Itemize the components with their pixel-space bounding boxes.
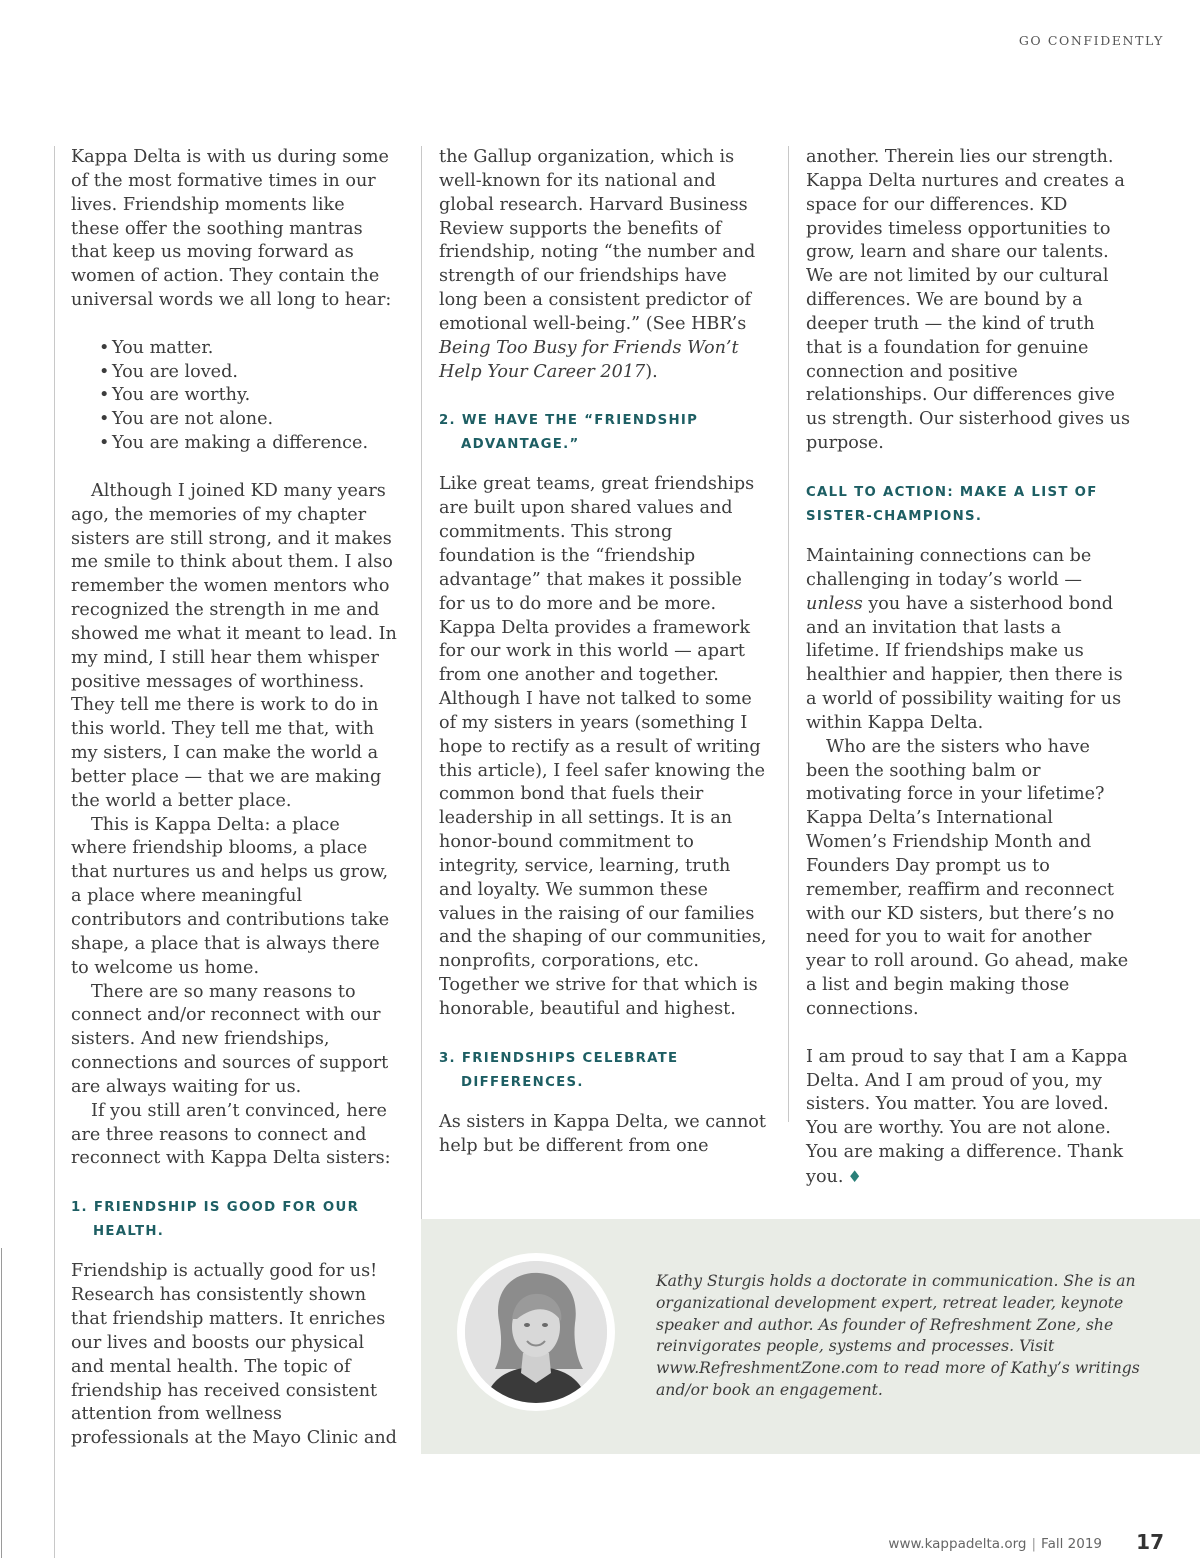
- paragraph: Like great teams, great friendships are built upon shared values and commitments. This strong foundation is the “friendship advantage” that makes it possible for us to do more and be more. Kappa Delta provides a framework for our work in this world — apart from one another and together. Although I have not talked to some of my sisters in years (something I hope to rectify as a result of writing this article), I feel safer knowing the common bond that fuels their leadership in all settings. It is an honor-bound commitment to integrity, service, learning, truth and loyalty. We summon these values in the raising of our families and the shaping of our communities, nonprofits, corporations, etc. Together we strive for that which is honorable, beautiful and highest.: [439, 474, 767, 1019]
- heading-line: 1. FRIENDSHIP IS GOOD FOR OUR: [71, 1200, 360, 1216]
- list-item: • You are worthy.: [99, 384, 397, 408]
- article-column-1: [71, 146, 397, 1451]
- paragraph-text: I am proud to say that I am a Kappa Delta. And I am proud of you, my sisters. You matter. You are loved. You are worthy. You are not alone. You are making a difference. Thank you.: [806, 1046, 1128, 1187]
- page-number: 17: [1136, 1530, 1164, 1554]
- list-item: • You are making a difference.: [99, 432, 397, 456]
- paragraph-text: Maintaining connections can be challenging in today’s world —: [806, 545, 1092, 590]
- heading-line: 3. FRIENDSHIPS CELEBRATE: [439, 1050, 679, 1066]
- paragraph-text: ).: [645, 361, 658, 382]
- paragraph: [806, 1046, 1136, 1190]
- running-head: GO CONFIDENTLY: [1018, 33, 1164, 48]
- column-rule-left: [54, 146, 55, 1558]
- paragraph: There are so many reasons to connect and/or reconnect with our sisters. And new friendships, connections and sources of support are always waiting for us.: [71, 981, 389, 1097]
- article-column-2: [439, 146, 769, 1159]
- author-photo-frame: [457, 1253, 615, 1411]
- paragraph: [439, 146, 769, 384]
- heading-line: ADVANTAGE.”: [461, 437, 580, 453]
- mantra-list: [71, 337, 397, 456]
- emphasis: unless: [806, 593, 863, 614]
- section-heading-3: [439, 1047, 769, 1095]
- footer-website-link[interactable]: www.kappadelta.org: [888, 1536, 1027, 1552]
- author-bio-box: [421, 1219, 1200, 1454]
- paragraph: This is Kappa Delta: a place where friendship blooms, a place that nurtures us and helps us grow, a place where meaningful contributors and contributions take shape, a place that is always there to welcome us home.: [71, 814, 390, 978]
- heading-line: DIFFERENCES.: [461, 1074, 584, 1090]
- paragraph-text: you have a sisterhood bond and an invitation that lasts a lifetime. If friendships make us healthier and happier, then there is a world of possibility waiting for us within Kappa Delta.: [806, 593, 1123, 733]
- paragraph: As sisters in Kappa Delta, we cannot help but be different from one: [439, 1111, 766, 1156]
- article-citation: Being Too Busy for Friends Won’t Help Your Career 2017: [439, 337, 739, 382]
- author-bio: Kathy Sturgis holds a doctorate in communication. She is an organizational development expert, retreat leader, keynote speaker and author. As founder of Refreshment Zone, she reinvigorates people, systems and processes. Visit www.RefreshmentZone.com to read more of Kathy’s writings and/or book an engagement.: [656, 1272, 1140, 1399]
- paragraph: Although I joined KD many years ago, the memories of my chapter sisters are still strong, and it makes me smile to think about them. I also remember the women mentors who recognized the strength in me and showed me what it meant to lead. In my mind, I still hear them whisper positive messages of worthiness. They tell me there is work to do in this world. They tell me that, with my sisters, I can make the world a better place — that we are making the world a better place.: [71, 480, 397, 811]
- list-item: • You matter.: [99, 337, 397, 361]
- footer-separator: |: [1031, 1536, 1037, 1552]
- paragraph: another. Therein lies our strength. Kappa Delta nurtures and creates a space for our differences. KD provides timeless opportunities to grow, learn and share our talents. We are not limited by our cultural differences. We are bound by a deeper truth — the kind of truth that is a foundation for genuine connection and positive relationships. Our differences give us strength. Our sisterhood gives us purpose.: [806, 147, 1130, 454]
- list-item: • You are not alone.: [99, 408, 397, 432]
- paragraph: [806, 545, 1136, 736]
- heading-line: CALL TO ACTION: MAKE A LIST OF: [806, 484, 1098, 500]
- paragraph: Kappa Delta is with us during some of the most formative times in our lives. Friendship moments like these offer the soothing mantras that keep us moving forward as women of action. They contain the universal words we all long to hear:: [71, 147, 392, 311]
- footer-issue: Fall 2019: [1041, 1536, 1102, 1552]
- heading-line: HEALTH.: [93, 1224, 165, 1240]
- heading-line: 2. WE HAVE THE “FRIENDSHIP: [439, 413, 699, 429]
- heading-line: SISTER-CHAMPIONS.: [806, 508, 983, 524]
- end-mark-diamond-icon: ♦: [847, 1166, 862, 1186]
- article-column-3: [806, 146, 1136, 1190]
- paragraph: Friendship is actually good for us! Research has consistently shown that friendship matters. It enriches our lives and boosts our physical and mental health. The topic of friendship has received consistent attention from wellness professionals at the Mayo Clinic and: [71, 1261, 397, 1449]
- column-rule-right: [788, 146, 789, 1122]
- paragraph: If you still aren’t convinced, here are three reasons to connect and reconnect with Kappa Delta sisters:: [71, 1100, 391, 1169]
- section-heading-1: [71, 1196, 397, 1244]
- paragraph: Who are the sisters who have been the soothing balm or motivating force in your lifetime? Kappa Delta’s International Women’s Friendship Month and Founders Day prompt us to remember, reaffirm and reconnect with our KD sisters, but there’s no need for you to wait for another year to roll around. Go ahead, make a list and begin making those connections.: [806, 736, 1129, 1019]
- column-rule-middle: [421, 146, 422, 1219]
- call-to-action-heading: [806, 481, 1136, 529]
- page-edge-rule: [1, 1248, 2, 1558]
- page-footer: [888, 1536, 1102, 1552]
- list-item: • You are loved.: [99, 361, 397, 385]
- paragraph-text: the Gallup organization, which is well-known for its national and global research. Harvard Business Review supports the benefits of friendship, noting “the number and strength of our friendships have long been a consistent predictor of emotional well-being.” (See HBR’s: [439, 147, 756, 334]
- author-photo: [465, 1261, 607, 1403]
- section-heading-2: [439, 409, 769, 457]
- author-portrait-icon: [465, 1261, 607, 1403]
